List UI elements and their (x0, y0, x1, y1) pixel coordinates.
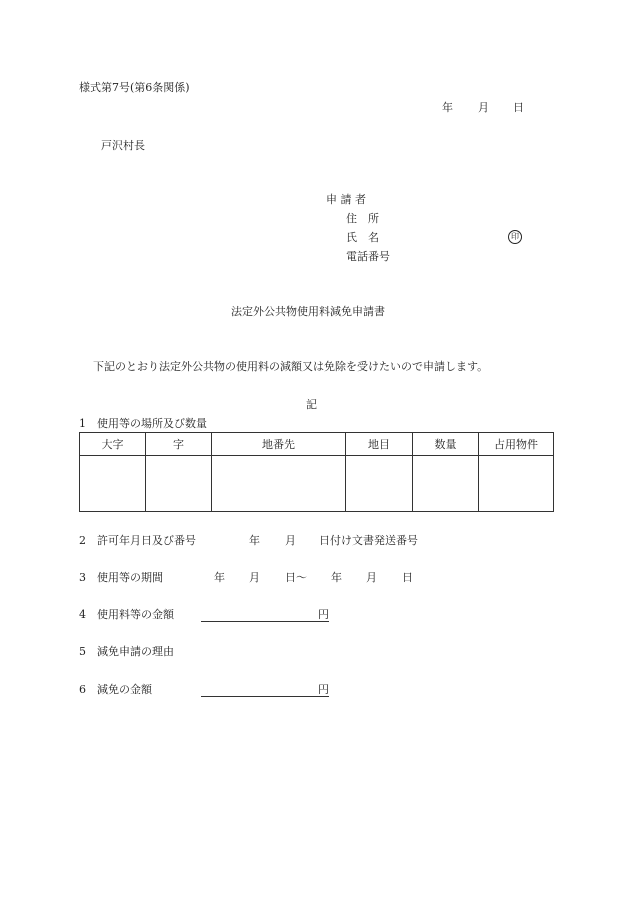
section-3-month-start: 月 (249, 571, 260, 584)
section-3-label: 使用等の期間 (97, 571, 163, 584)
seal-mark: 印 (508, 230, 522, 244)
section-3-day-end: 日 (402, 571, 413, 584)
section-3-year-end: 年 (331, 571, 342, 584)
section-2-number: 2 (79, 534, 86, 547)
section-3-month-end: 月 (366, 571, 377, 584)
cell-quantity[interactable] (413, 456, 479, 512)
header-chimoku: 地目 (346, 433, 413, 456)
section-2-label: 許可年月日及び番号 (97, 534, 196, 547)
header-oaza: 大字 (80, 433, 146, 456)
section-6-number: 6 (79, 683, 86, 696)
section-2-month: 月 (285, 534, 296, 547)
table-row (80, 456, 554, 512)
form-number: 様式第7号(第6条関係) (79, 81, 190, 94)
date-month: 月 (478, 101, 489, 114)
date-day: 日 (513, 101, 524, 114)
cell-chibansaki[interactable] (212, 456, 346, 512)
amount-6-underline[interactable] (201, 696, 329, 697)
document-title: 法定外公共物使用料減免申請書 (231, 305, 385, 318)
phone-label: 電話番号 (346, 250, 390, 263)
section-3-year-start: 年 (214, 571, 225, 584)
body-text: 下記のとおり法定外公共物の使用料の減額又は免除を受けたいので申請します。 (93, 360, 489, 373)
section-2-suffix: 日付け文書発送番号 (319, 534, 418, 547)
ki-heading: 記 (306, 398, 317, 411)
section-4-number: 4 (79, 608, 86, 621)
applicant-title: 申 請 者 (326, 193, 366, 206)
section-4-label: 使用料等の金額 (97, 608, 174, 621)
address-label: 住 所 (346, 212, 379, 225)
section-6-unit: 円 (318, 683, 329, 696)
addressee: 戸沢村長 (101, 139, 145, 152)
date-year: 年 (442, 101, 453, 114)
cell-occupied-object[interactable] (479, 456, 554, 512)
section-1-label: 使用等の場所及び数量 (97, 417, 207, 430)
header-quantity: 数量 (413, 433, 479, 456)
location-quantity-table (79, 432, 554, 512)
section-1-number: 1 (79, 417, 86, 430)
section-5-label: 減免申請の理由 (97, 645, 174, 658)
name-label: 氏 名 (346, 231, 379, 244)
section-5-number: 5 (79, 645, 86, 658)
section-2-year: 年 (249, 534, 260, 547)
section-3-day-start: 日〜 (285, 571, 307, 584)
amount-4-underline[interactable] (201, 621, 329, 622)
cell-oaza[interactable] (80, 456, 146, 512)
cell-aza[interactable] (146, 456, 212, 512)
cell-chimoku[interactable] (346, 456, 413, 512)
header-aza: 字 (146, 433, 212, 456)
header-chibansaki: 地番先 (212, 433, 346, 456)
section-4-unit: 円 (318, 608, 329, 621)
header-occupied-object: 占用物件 (479, 433, 554, 456)
section-3-number: 3 (79, 571, 86, 584)
table-header-row (80, 433, 554, 456)
section-6-label: 減免の金額 (97, 683, 152, 696)
